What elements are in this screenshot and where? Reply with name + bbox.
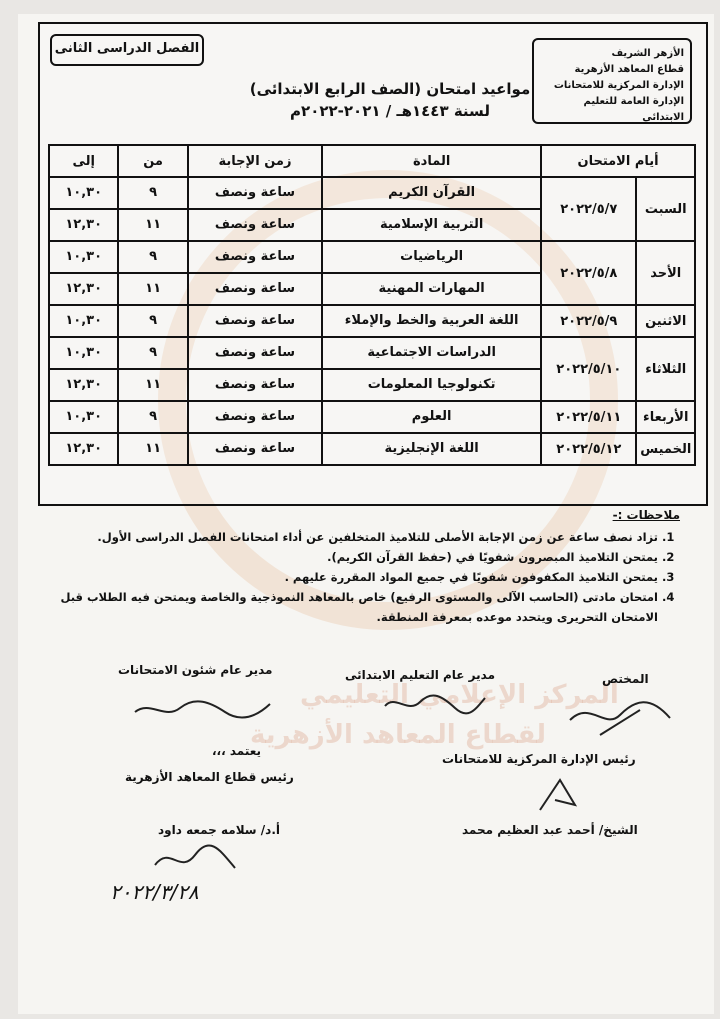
- note-item: 4. امتحان مادتى (الحاسب الآلى والمستوى الرفيع) خاص بالمعاهد النموذجية والخاصة ويمتحن فيه الطلاب قبل الامتحان التحريرى ويتحدد موعده بمعرفة المنطقة.: [40, 587, 658, 627]
- cell-duration: ساعة ونصف: [188, 209, 322, 241]
- cell-duration: ساعة ونصف: [188, 337, 322, 369]
- table-row: [49, 177, 695, 209]
- primary-director-title: مدير عام التعليم الابتدائى: [345, 668, 496, 682]
- reviewer-signature: [560, 690, 680, 740]
- cell-to: ١٠,٣٠: [49, 241, 118, 273]
- table-row: [49, 241, 695, 273]
- cell-subject: التربية الإسلامية: [322, 209, 541, 241]
- cell-subject: اللغة الإنجليزية: [322, 433, 541, 465]
- table-row: [49, 433, 695, 465]
- exams-director-signature: [130, 690, 280, 730]
- authority-line: الأزهر الشريف: [611, 48, 684, 59]
- note-item: 2. يمتحن التلاميذ المبصرون شفويًا في (حفظ القرآن الكريم).: [40, 547, 658, 567]
- table-header-row: [49, 145, 695, 177]
- sector-head-title: رئيس قطاع المعاهد الأزهرية: [125, 770, 294, 784]
- cell-from: ٩: [118, 305, 187, 337]
- central-head-signature: [530, 770, 590, 820]
- header-from: من: [118, 145, 187, 177]
- adopted-label: يعتمد ،،،: [212, 744, 262, 758]
- watermark-line-2: لقطاع المعاهد الأزهرية: [250, 720, 546, 750]
- table-row: [49, 337, 695, 369]
- exam-schedule-table: [48, 144, 696, 466]
- header-duration: زمن الإجابة: [188, 145, 322, 177]
- cell-duration: ساعة ونصف: [188, 433, 322, 465]
- title-line-2: لسنة ١٤٤٣هـ / ٢٠٢١-٢٠٢٢م: [290, 102, 490, 120]
- cell-day: الاثنين: [636, 305, 695, 337]
- cell-day: السبت: [636, 177, 695, 241]
- watermark-line-1: المركز الإعلامي التعليمي: [300, 680, 619, 710]
- cell-to: ١٠,٣٠: [49, 401, 118, 433]
- authority-line: الإدارة العامة للتعليم الابتدائي: [583, 96, 684, 123]
- cell-from: ١١: [118, 369, 187, 401]
- cell-from: ٩: [118, 241, 187, 273]
- cell-to: ١٠,٣٠: [49, 337, 118, 369]
- authority-box: [532, 38, 692, 124]
- handwritten-date: ٢٠٢٢/٣/٢٨: [110, 880, 199, 904]
- cell-date: ٢٠٢٢/٥/١٠: [541, 337, 636, 401]
- reviewer-title: المختص: [602, 672, 649, 686]
- cell-subject: العلوم: [322, 401, 541, 433]
- cell-date: ٢٠٢٢/٥/١٢: [541, 433, 636, 465]
- cell-subject: تكنولوجيا المعلومات: [322, 369, 541, 401]
- note-item: 3. يمتحن التلاميذ المكفوفون شفويًا في جميع المواد المقررة عليهم .: [40, 567, 658, 587]
- cell-to: ١٠,٣٠: [49, 305, 118, 337]
- header-subject: المادة: [322, 145, 541, 177]
- cell-from: ١١: [118, 209, 187, 241]
- cell-day: الأربعاء: [636, 401, 695, 433]
- title-line-1: مواعيد امتحان (الصف الرابع الابتدائى): [249, 80, 531, 98]
- primary-director-signature: [380, 688, 490, 720]
- central-head-title: رئيس الإدارة المركزية للامتحانات: [442, 752, 636, 766]
- header-exam-days: أيام الامتحان: [541, 145, 695, 177]
- cell-duration: ساعة ونصف: [188, 177, 322, 209]
- exams-director-title: مدير عام شئون الامتحانات: [118, 663, 273, 677]
- cell-from: ٩: [118, 177, 187, 209]
- term-label: الفصل الدراسى الثانى: [50, 34, 204, 66]
- cell-duration: ساعة ونصف: [188, 369, 322, 401]
- cell-day: الأحد: [636, 241, 695, 305]
- cell-to: ١٠,٣٠: [49, 177, 118, 209]
- cell-from: ١١: [118, 273, 187, 305]
- cell-day: الخميس: [636, 433, 695, 465]
- cell-subject: اللغة العربية والخط والإملاء: [322, 305, 541, 337]
- schedule-frame: [38, 22, 708, 506]
- cell-duration: ساعة ونصف: [188, 241, 322, 273]
- document-title: [240, 78, 540, 122]
- cell-from: ١١: [118, 433, 187, 465]
- cell-to: ١٢,٣٠: [49, 209, 118, 241]
- cell-to: ١٢,٣٠: [49, 433, 118, 465]
- cell-duration: ساعة ونصف: [188, 401, 322, 433]
- cell-duration: ساعة ونصف: [188, 273, 322, 305]
- cell-from: ٩: [118, 337, 187, 369]
- central-head-name: الشيخ/ أحمد عبد العظيم محمد: [462, 823, 638, 837]
- cell-from: ٩: [118, 401, 187, 433]
- cell-date: ٢٠٢٢/٥/١١: [541, 401, 636, 433]
- authority-line: الإدارة المركزية للامتحانات: [553, 80, 684, 91]
- cell-subject: المهارات المهنية: [322, 273, 541, 305]
- cell-date: ٢٠٢٢/٥/٨: [541, 241, 636, 305]
- table-row: [49, 305, 695, 337]
- cell-to: ١٢,٣٠: [49, 273, 118, 305]
- cell-duration: ساعة ونصف: [188, 305, 322, 337]
- note-item: 1. تزاد نصف ساعة عن زمن الإجابة الأصلى للتلاميذ المتخلفين عن أداء امتحانات الفصل الدراسى الأول.: [40, 527, 658, 547]
- authority-line: قطاع المعاهد الأزهرية: [574, 64, 684, 75]
- cell-to: ١٢,٣٠: [49, 369, 118, 401]
- cell-subject: القرآن الكريم: [322, 177, 541, 209]
- table-row: [49, 401, 695, 433]
- header-to: إلى: [49, 145, 118, 177]
- sector-head-signature: [150, 840, 240, 880]
- cell-date: ٢٠٢٢/٥/٧: [541, 177, 636, 241]
- cell-subject: الرياضيات: [322, 241, 541, 273]
- cell-date: ٢٠٢٢/٥/٩: [541, 305, 636, 337]
- notes-section: [40, 505, 680, 627]
- sector-head-name: أ.د/ سلامه جمعه داود: [158, 823, 280, 837]
- cell-subject: الدراسات الاجتماعية: [322, 337, 541, 369]
- cell-day: الثلاثاء: [636, 337, 695, 401]
- notes-heading: ملاحظات :-: [612, 508, 680, 522]
